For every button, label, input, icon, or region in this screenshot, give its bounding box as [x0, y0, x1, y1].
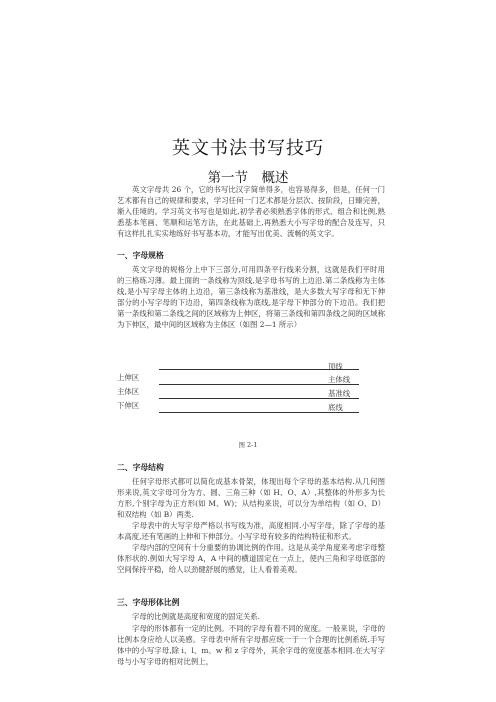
- top-line-label: 顶线: [328, 362, 343, 371]
- structure-paragraph-1: 任何字母形式都可以简化成基本骨架，体现出每个字母的基本结构.从几何图形来说,英文字母可分为方、圆、三角三种（如 H、O、A）,其整体的外形多为长方形,个别字母为正方形(如 M、W)；从结构来说，可以分为单结构（如 O、D）和双结构（如 B）两类.: [117, 477, 385, 519]
- letter-specs-paragraph: 英文字母的规格分上中下三部分,可用四条平行线来分割，这就是我们平时用的三格练习薄。最上面的一条线称为顶线,是字母书写的上边沿.第二条线称为主体线,是小写字母主体的上边沿，第三条线称为基准线，是大多数大写字母和无下伸部分的小写字母的下边沿，第四条线称为底线,是字母下伸部分的下边沿。我们把第一条线和第二条线之间的区域称为上伸区，将第三条线和第四条线之间的区域称为下伸区，最中间的区域称为主体区（如图 2—1 所示）: [117, 265, 385, 329]
- heading-letter-structure: 二、字母结构: [117, 463, 164, 472]
- lower-zone-label: 下伸区: [117, 401, 140, 410]
- proportion-paragraph-1: 字母的比例就是高度和宽度的固定关系.: [132, 612, 260, 621]
- intro-paragraph: 英文字母共 26 个，它的书写比汉字简单得多，也容易得多，但是，任何一门艺术都有自己的规律和要求，学习任何一门艺术都是分层次、按阶段，日臻完善，渐入佳境的。学习英文书写也是如此,初学者必须熟悉字体的形式、组合和比例,熟悉基本笔画、笔顺和运笔方法，在此基础上,再熟悉大小写字母的配合及连写，只有这样扎扎实实地练好书写基本功，才能写出优美、流畅的英文字。: [117, 185, 385, 238]
- guideline-diagram: [117, 363, 392, 445]
- bottom-line-label: 底线: [328, 403, 343, 412]
- section-title: 第一节 概述: [207, 170, 289, 186]
- main-zone-label: 主体区: [117, 387, 140, 396]
- upper-zone-label: 上伸区: [117, 373, 140, 382]
- structure-paragraph-2: 字母表中的大写字母严格以书写线为准，高度相同.小写字母，除了字母的基本高度,还有笔画的上伸和下伸部分。小写字母有较多的结构特征和形式。: [117, 521, 385, 541]
- base-line-label: 基准线: [328, 389, 351, 398]
- heading-letter-specs: 一、字母规格: [117, 251, 164, 260]
- structure-paragraph-3: 字母内部的空间有十分重要的协调比例的作用。这是从美学角度来考虑字母整体形状的.例如大写字母 A，A 中间的横道固定在一点上，使内三角和字母底部的空间保持平稳，给人以劲健舒展的感觉，让人看着美观。: [117, 543, 385, 574]
- proportion-paragraph-2: 字母的形体都有一定的比例。不同的字母有着不同的宽度。一般来说，字母的比例本身应给人以美感。字母表中所有字母都应统一于一个合理的比例系统.手写体中的小写字母,除 i、l、m、w 和 z 字母外，其余字母的宽度基本相同.在大写字母与小写字母的相对比例上，: [117, 624, 385, 666]
- figure-caption: 图 2-1: [238, 441, 258, 449]
- heading-proportions: 三、字母形体比例: [117, 598, 180, 607]
- main-line-label: 主体线: [328, 375, 351, 384]
- document-title: 英文书法书写技巧: [172, 138, 324, 159]
